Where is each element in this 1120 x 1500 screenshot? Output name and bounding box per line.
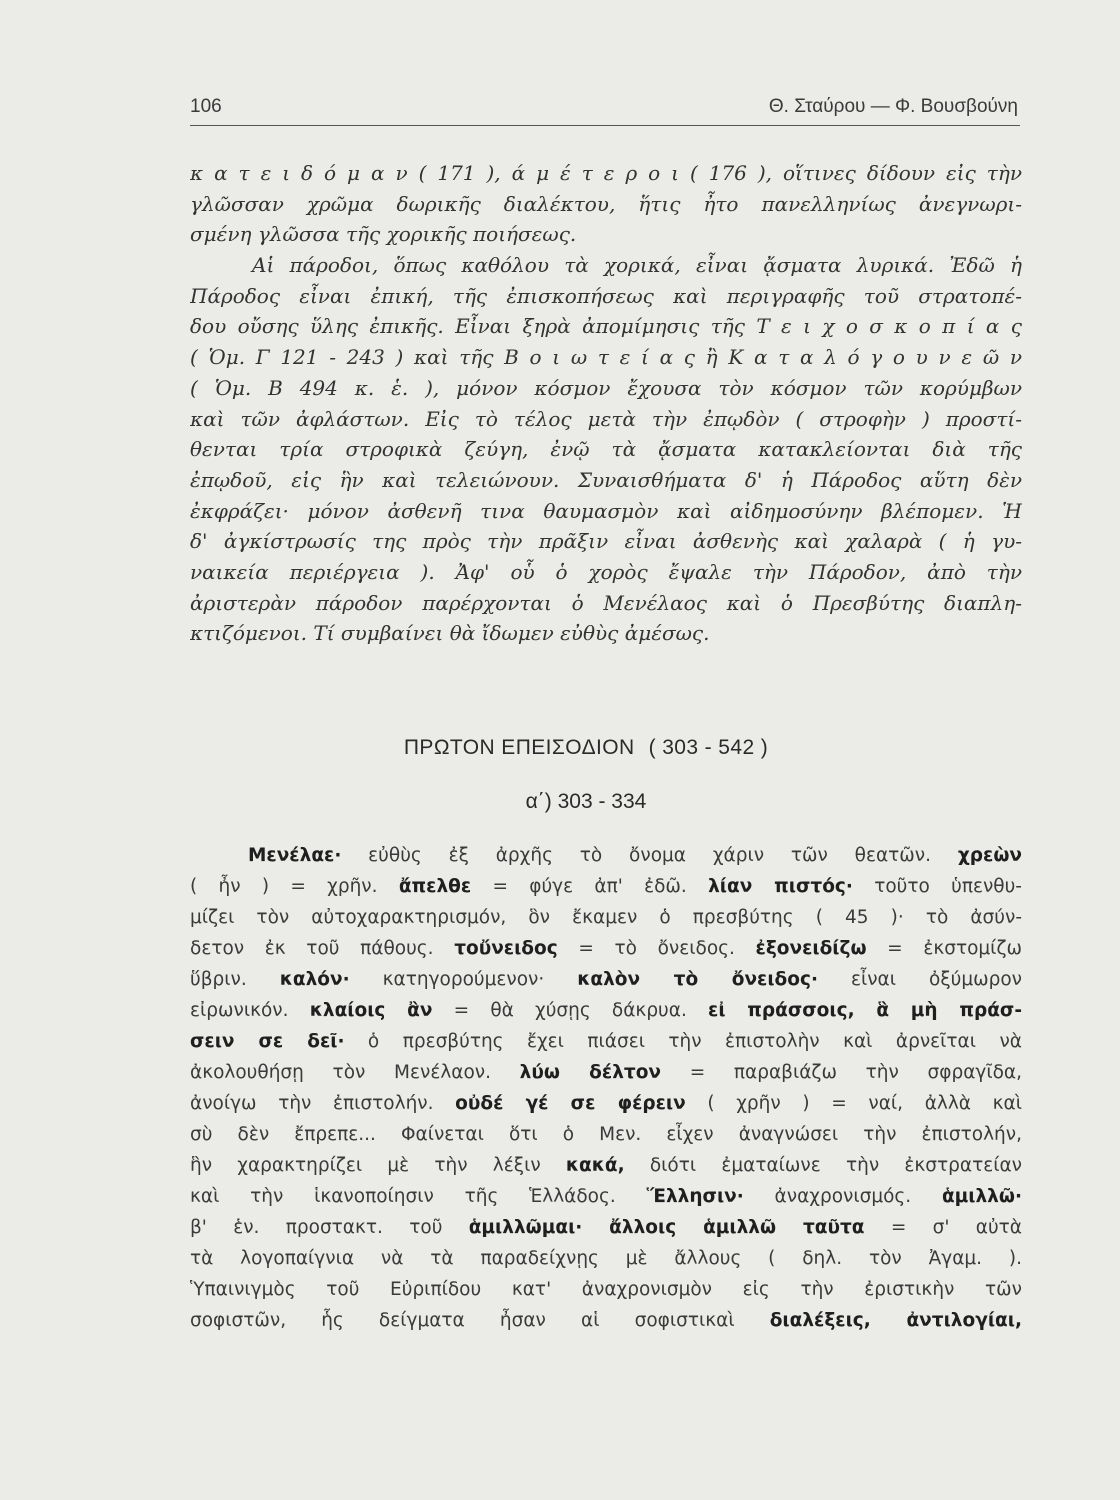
gloss-lemma: τοὔνειδος [454, 938, 558, 959]
running-header-authors: Θ. Σταύρου — Φ. Βουσβούνη [768, 96, 1018, 117]
commentary-line: ναικεία περιέργεια ). Ἀφ' οὗ ὁ χορὸς ἔψαλε τὴν Πάροδον, ἀπὸ τὴν [190, 559, 1022, 584]
commentary-line: δ' ἀγκίστρωσίς της πρὸς τὴν πρᾶξιν εἶναι ἀσθενὴς καὶ χαλαρὰ ( ἡ γυ- [190, 529, 1022, 554]
gloss-lemma: ἐξονειδίζω [755, 938, 867, 959]
gloss-line [190, 1181, 1022, 1212]
gloss-line [190, 1243, 1022, 1274]
gloss-text: = σ' αὐτὰ [864, 1217, 1022, 1238]
gloss-text: β' ἑν. προστακτ. τοῦ [190, 1217, 469, 1238]
gloss-text: ὁ πρεσβύτης ἔχει πιάσει τὴν ἐπιστολὴν καὶ ἀρνεῖται νὰ [344, 1031, 1022, 1052]
gloss-text: δετον ἐκ τοῦ πάθους. [190, 938, 455, 959]
gloss-text: = θὰ χύσῃς δάκρυα. [432, 1000, 709, 1021]
gloss-text: ( ἦν ) = χρῆν. [190, 876, 399, 897]
gloss-text: μίζει τὸν αὐτοχαρακτηρισμόν, ὃν ἔκαμεν ὁ πρεσβύτης ( 45 )· τὸ ἀσύν- [190, 907, 1022, 928]
commentary-line: Πάροδος εἶναι ἐπική, τῆς ἐπισκοπήσεως καὶ περιγραφῆς τοῦ στρατοπέ- [190, 283, 1022, 308]
gloss-lemma: κλαίοις ἂν [309, 1000, 433, 1021]
gloss-text: = τὸ ὄνειδος. [557, 938, 756, 959]
gloss-lemma: καλὸν τὸ ὄνειδος· [577, 969, 818, 990]
commentary-line: θενται τρία στροφικὰ ζεύγη, ἐνῷ τὰ ᾄσματα κατακλείονται διὰ τῆς [190, 437, 1022, 462]
gloss-text: εἶναι ὀξύμωρον [817, 969, 1022, 990]
gloss-lemma: λύω δέλτον [519, 1062, 662, 1083]
gloss-text: καὶ τὴν ἱκανοποίησιν τῆς Ἑλλάδος. [190, 1186, 647, 1207]
commentary-line: καὶ τῶν ἀφλάστων. Εἰς τὸ τέλος μετὰ τὴν ἐπῳδὸν ( στροφὴν ) προστί- [190, 406, 1022, 431]
subsection-heading: α΄) 303 - 334 [525, 790, 647, 813]
gloss-lemma: λίαν πιστός· [708, 876, 853, 897]
gloss-text: = παραβιάζω τὴν σφραγῖδα, [661, 1062, 1022, 1083]
gloss-text: = ἐκστομίζω [866, 938, 1022, 959]
gloss-text: ἣν χαρακτηρίζει μὲ τὴν λέξιν [190, 1155, 566, 1176]
gloss-line [190, 1274, 1022, 1305]
gloss-lemma: κακά, [565, 1155, 625, 1176]
gloss-line [190, 1212, 1022, 1243]
commentary-paragraphs [190, 158, 1022, 649]
gloss-line [190, 840, 1022, 871]
gloss-lemma: οὐδέ γέ σε φέρειν [455, 1093, 686, 1114]
gloss-lemma: καλόν· [279, 969, 350, 990]
gloss-text: κατηγορούμενον· [349, 969, 578, 990]
commentary-line: ( Ὁμ. Γ 121 - 243 ) καὶ τῆς Β ο ι ω τ ε ί α ς ἢ Κ α τ α λ ό γ ο υ ν ε ῶ ν [190, 345, 1022, 370]
gloss-lemma: ἁμιλλῶ· [941, 1186, 1022, 1207]
gloss-line [190, 902, 1022, 933]
gloss-line [190, 871, 1022, 902]
gloss-text: τὰ λογοπαίγνια νὰ τὰ παραδείχνῃς μὲ ἄλλους ( δηλ. τὸν Ἀγαμ. ). [190, 1248, 1022, 1269]
commentary-line: ἀριστερὰν πάροδον παρέρχονται ὁ Μενέλαος καὶ ὁ Πρεσβύτης διαπλη- [190, 590, 1022, 615]
commentary-line: δου οὔσης ὕλης ἐπικῆς. Εἶναι ξηρὰ ἀπομίμησις τῆς Τ ε ι χ ο σ κ ο π ί α ς [190, 314, 1022, 339]
gloss-lemma: Μενέλαε· [248, 845, 342, 866]
gloss-line [190, 995, 1022, 1026]
gloss-text: ἀνοίγω τὴν ἐπιστολήν. [190, 1093, 456, 1114]
gloss-lemma: εἰ πράσσοις, ἃ μὴ πράσ- [708, 1000, 1022, 1021]
gloss-text: τοῦτο ὑπενθυ- [852, 876, 1022, 897]
gloss-text: σὺ δὲν ἔπρεπε... Φαίνεται ὅτι ὁ Μεν. εἶχεν ἀναγνώσει τὴν ἐπιστολήν, [190, 1124, 1022, 1145]
gloss-text: ( χρῆν ) = ναί, ἀλλὰ καὶ [685, 1093, 1022, 1114]
page-number: 106 [190, 96, 222, 117]
commentary-line: ἐπῳδοῦ, εἰς ἣν καὶ τελειώνουν. Συναισθήματα δ' ἡ Πάροδος αὕτη δὲν [190, 467, 1022, 492]
gloss-lemma: ἁμιλλῶμαι· ἄλλοις ἁμιλλῶ ταῦτα [468, 1217, 865, 1238]
commentary-line: ἐκφράζει· μόνον ἀσθενῆ τινα θαυμασμὸν καὶ αἰδημοσύνην βλέπομεν. Ἡ [190, 498, 1022, 523]
gloss-line [190, 1119, 1022, 1150]
gloss-line [190, 933, 1022, 964]
gloss-lemma: Ἕλλησιν· [646, 1186, 744, 1207]
commentary-line: ( Ὁμ. Β 494 κ. ἑ. ), μόνον κόσμον ἔχουσα τὸν κόσμον τῶν κορύμβων [190, 375, 1022, 400]
gloss-line [190, 1057, 1022, 1088]
gloss-line [190, 1150, 1022, 1181]
commentary-line: γλῶσσαν χρῶμα δωρικῆς διαλέκτου, ἥτις ἦτο πανελληνίως ἀνεγνωρι- [190, 191, 1022, 216]
section-range: ( 303 - 542 ) [648, 736, 769, 759]
gloss-lemma: σειν σε δεῖ· [190, 1031, 345, 1052]
gloss-line [190, 1026, 1022, 1057]
gloss-lemma: χρεὼν [957, 845, 1022, 866]
gloss-line [190, 964, 1022, 995]
commentary-line: Αἱ πάροδοι, ὅπως καθόλου τὰ χορικά, εἶναι ᾄσματα λυρικά. Ἐδῶ ἡ [252, 253, 1022, 278]
section-heading [0, 736, 1120, 760]
header-rule [190, 125, 1020, 126]
gloss-text: εὐθὺς ἐξ ἀρχῆς τὸ ὄνομα χάριν τῶν θεατῶν. [341, 845, 958, 866]
gloss-text: ὕβριν. [190, 969, 280, 990]
running-header [190, 92, 1020, 124]
gloss-text: = φύγε ἀπ' ἐδῶ. [471, 876, 709, 897]
glossary-notes [190, 840, 1022, 1336]
gloss-lemma: διαλέξεις, ἀντιλογίαι, [769, 1310, 1022, 1331]
commentary-line: κτιζόμενοι. Τί συμβαίνει θὰ ἴδωμεν εὐθὺς ἀμέσως. [190, 621, 710, 646]
gloss-text: εἰρωνικόν. [190, 1000, 310, 1021]
commentary-line: σμένη γλῶσσα τῆς χορικῆς ποιήσεως. [190, 222, 577, 247]
gloss-text: ἀναχρονισμός. [743, 1186, 942, 1207]
gloss-text: σοφιστῶν, ἧς δείγματα ἦσαν αἱ σοφιστικαὶ [190, 1310, 770, 1331]
gloss-line [190, 1088, 1022, 1119]
section-title: ΠΡΩΤΟΝ ΕΠΕΙΣΟΔΙΟΝ [403, 736, 635, 759]
commentary-line: κ α τ ε ι δ ό μ α ν ( 171 ), ά μ έ τ ε ρ ο ι ( 176 ), οἵτινες δίδουν εἰς τὴν [190, 161, 1022, 185]
gloss-line [190, 1305, 1022, 1336]
gloss-text: ἀκολουθήσῃ τὸν Μενέλαον. [190, 1062, 520, 1083]
gloss-lemma: ἄπελθε [398, 876, 472, 897]
gloss-text: διότι ἐματαίωνε τὴν ἐκστρατείαν [624, 1155, 1022, 1176]
gloss-text: Ὑπαινιγμὸς τοῦ Εὐριπίδου κατ' ἀναχρονισμὸν εἰς τὴν ἐριστικὴν τῶν [190, 1279, 1022, 1300]
